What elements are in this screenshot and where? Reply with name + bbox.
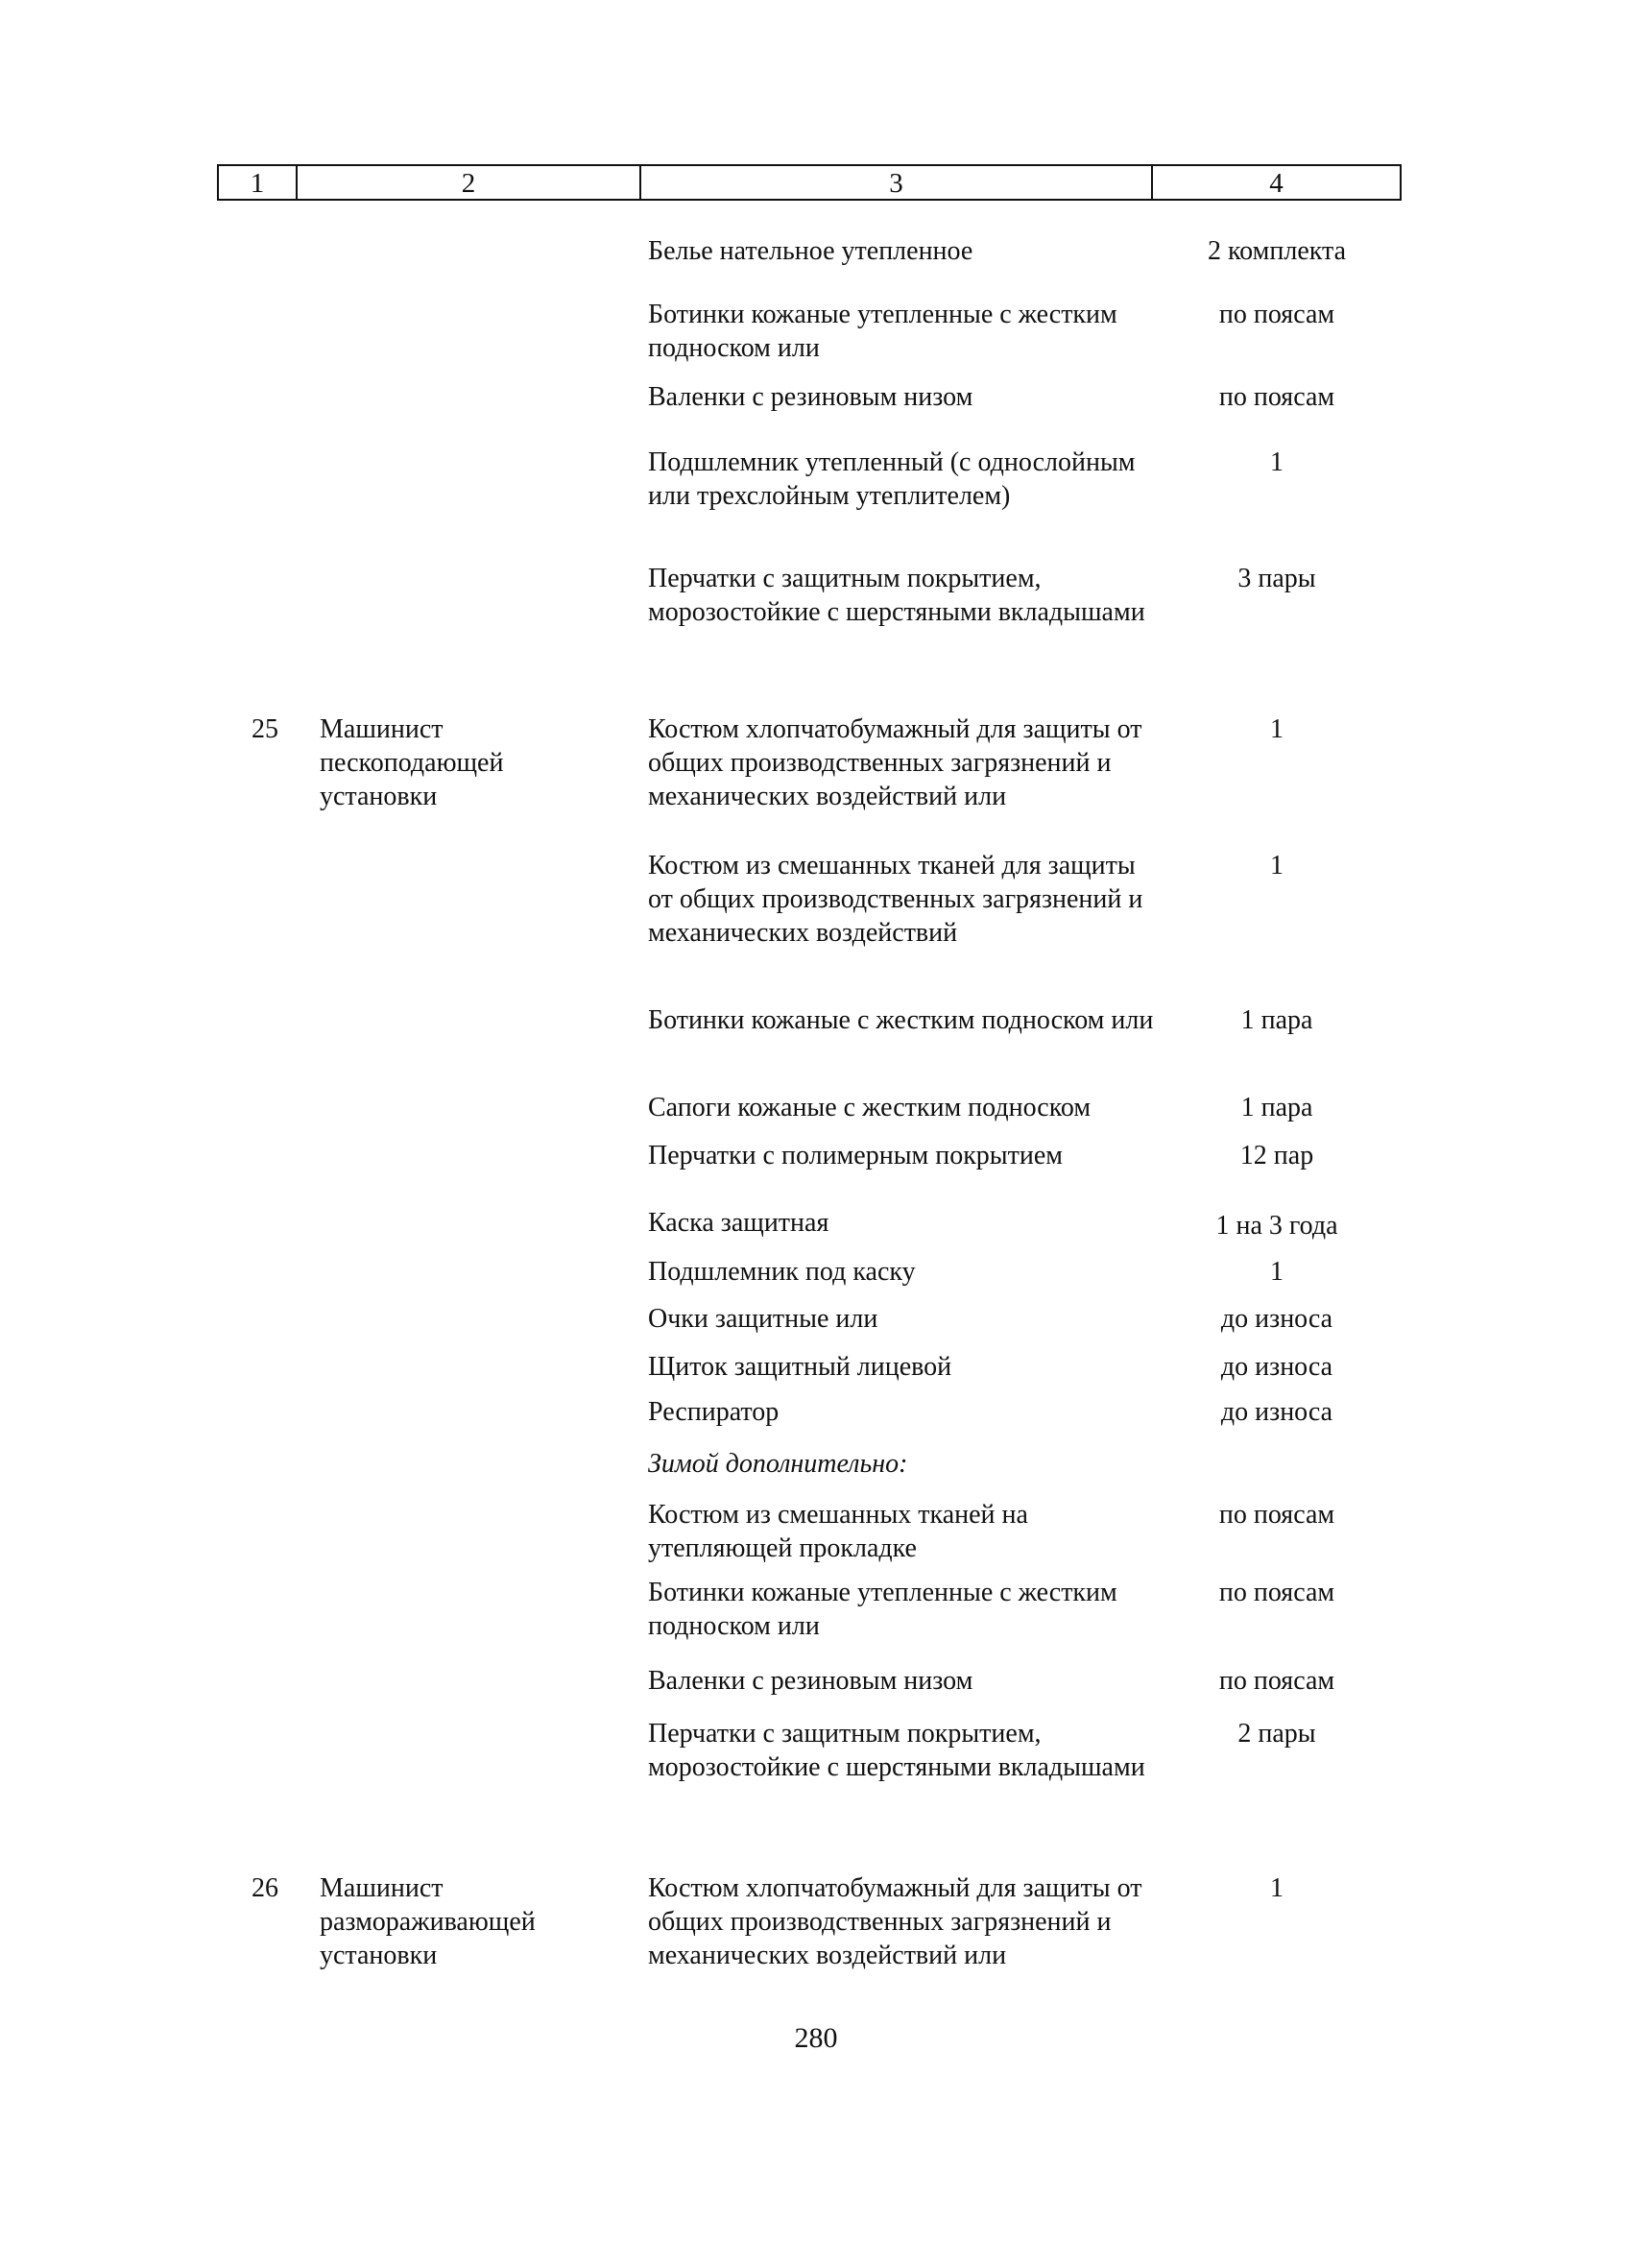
item-quantity: 1 [1270, 851, 1284, 881]
item-name: Щиток защитный лицевой [648, 1352, 952, 1382]
item-name: Ботинки кожаные с жестким подноском или [648, 1005, 1154, 1035]
item-quantity: до износа [1220, 1304, 1333, 1334]
item-name: Валенки с резиновым низом [648, 1666, 973, 1696]
item-quantity: по поясам [1218, 300, 1335, 329]
item-name: Ботинки кожаные утепленные с жестким подноском или [648, 1578, 1117, 1641]
item-name: Костюм из смешанных тканей на утепляющей прокладке [648, 1500, 1028, 1563]
column-number-1: 1 [219, 166, 298, 199]
item-quantity: 1 пара [1240, 1093, 1313, 1122]
item-quantity: 1 [1270, 714, 1284, 744]
item-name: Костюм хлопчатобумажный для защиты от общих производственных загрязнений и механических воздействий или [648, 1873, 1142, 1970]
column-number-4: 4 [1269, 168, 1284, 199]
item-name: Каска защитная [648, 1208, 829, 1238]
item-quantity: 2 пары [1237, 1719, 1316, 1749]
position-name: Машинист размораживающей установки [320, 1873, 536, 1970]
page-number: 280 [794, 2022, 838, 2054]
item-quantity: по поясам [1218, 382, 1335, 412]
item-name: Перчатки с полимерным покрытием [648, 1141, 1063, 1170]
row-number: 26 [252, 1873, 278, 1903]
item-quantity: 1 [1270, 1257, 1284, 1287]
item-quantity: 1 на 3 года [1215, 1211, 1338, 1241]
winter-additional-heading: Зимой дополнительно: [648, 1449, 908, 1479]
item-name: Респиратор [648, 1397, 780, 1427]
item-quantity: 2 комплекта [1208, 236, 1346, 266]
item-name: Сапоги кожаные с жестким подноском [648, 1093, 1092, 1122]
item-name: Перчатки с защитным покрытием, морозостойкие с шерстяными вкладышами [648, 564, 1145, 627]
item-name: Перчатки с защитным покрытием, морозостойкие с шерстяными вкладышами [648, 1719, 1145, 1782]
item-quantity: 1 пара [1240, 1005, 1313, 1035]
column-number-3: 3 [641, 166, 1153, 199]
item-name: Очки защитные или [648, 1304, 878, 1334]
item-name: Ботинки кожаные утепленные с жестким подноском или [648, 300, 1117, 363]
item-name: Костюм хлопчатобумажный для защиты от общих производственных загрязнений и механических воздействий или [648, 714, 1142, 811]
item-name: Валенки с резиновым низом [648, 382, 973, 412]
item-name: Белье нательное утепленное [648, 236, 973, 266]
item-name: Подшлемник утепленный (с однослойным или трехслойным утеплителем) [648, 447, 1136, 511]
item-name: Подшлемник под каску [648, 1257, 916, 1287]
item-quantity: 1 [1270, 1873, 1284, 1903]
item-quantity: 1 [1270, 447, 1284, 477]
item-name: Костюм из смешанных тканей для защиты от общих производственных загрязнений и механических воздействий [648, 851, 1143, 948]
column-number-2: 2 [298, 166, 641, 199]
position-name: Машинист пескоподающей установки [320, 714, 504, 811]
item-quantity: по поясам [1218, 1578, 1335, 1607]
row-number: 25 [252, 714, 278, 744]
item-quantity: по поясам [1218, 1666, 1335, 1696]
item-quantity: до износа [1220, 1397, 1333, 1427]
item-quantity: 3 пары [1237, 564, 1316, 593]
column-number-header [217, 164, 1402, 201]
item-quantity: до износа [1220, 1352, 1333, 1382]
item-quantity: по поясам [1218, 1500, 1335, 1530]
item-quantity: 12 пар [1239, 1141, 1314, 1170]
